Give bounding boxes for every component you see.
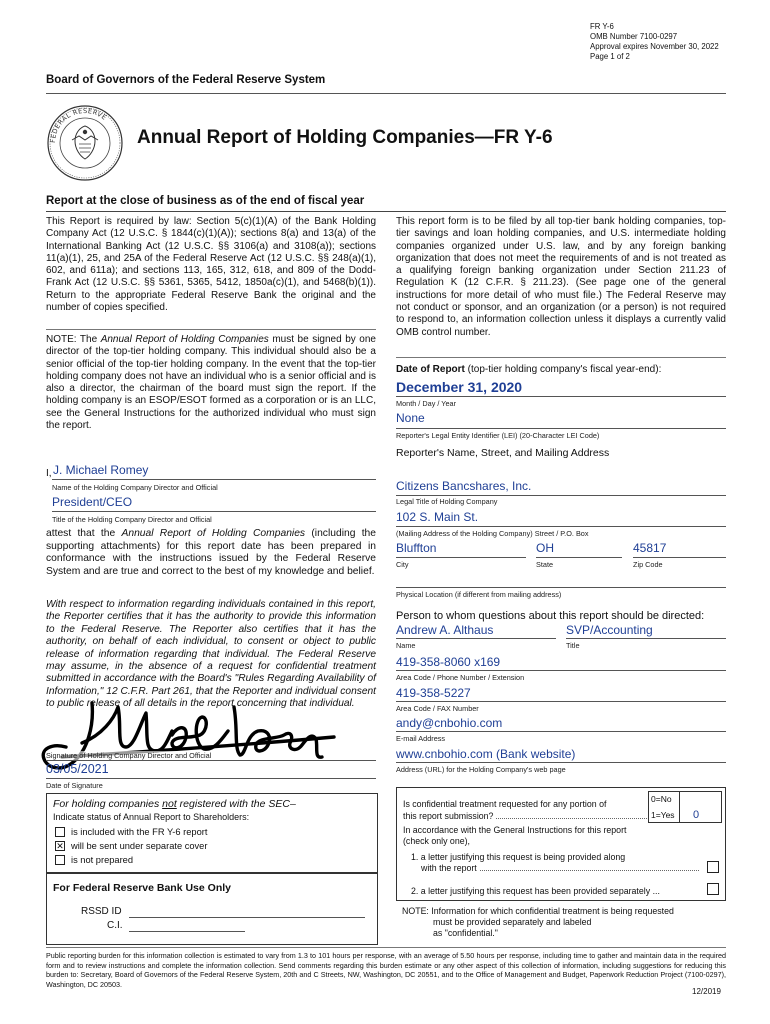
director-name-label: Name of the Holding Company Director and Official [52,483,218,492]
phone-label: Area Code / Phone Number / Extension [396,673,525,682]
state-label: State [536,560,554,569]
federal-reserve-seal [46,104,124,182]
board-name: Board of Governors of the Federal Reserve System [46,74,326,86]
frb-use-box [46,873,378,945]
contact-name-field[interactable]: Andrew A. Althaus [396,623,494,637]
phone-field[interactable]: 419-358-8060 x169 [396,655,501,669]
lei-underline [396,428,726,429]
director-title-label: Title of the Holding Company Director and Official [52,515,212,524]
filing-requirement-text: This report form is to be filed by all top-tier bank holding companies, top-tier savings and loan holding companies, and U.S. intermediate holding companies organized under U.S. law, and by any foreign banking organization that does not meet the requirements of and is not treated as a qualifying foreign banking organization under Section 211.23 of Regulation K (12 C.F.R. § 211.23). (See page one of the general instructions for more detail of who must file.) The Federal Reserve may not conduct or sponsor, and an organization (or a person) is not required to respond to, an information collection unless it displays a currently valid OMB control number. [396,216,726,338]
report-date-label: Month / Day / Year [396,399,457,408]
signature-date-field[interactable]: 03/05/2021 [46,762,109,776]
item1-leader [480,870,699,871]
ci-label: C.I. [107,920,123,931]
legal-title-label: Legal Title of Holding Company [396,497,498,506]
letter-provided-separately-checkbox[interactable] [707,883,719,895]
contact-title-underline [566,638,726,639]
annual-report-separate-checkbox[interactable]: ✕ [56,841,64,851]
fax-label: Area Code / FAX Number [396,704,479,713]
confidential-answer-field[interactable] [648,791,722,823]
phone-underline [396,670,726,671]
city-label: City [396,560,409,569]
page-title: Annual Report of Holding Companies—FR Y-6 [137,127,553,148]
street-underline [396,526,726,527]
contact-name-label: Name [396,641,416,650]
sec-box-heading: For holding companies not registered with the SEC– [53,798,296,810]
contact-title-field[interactable]: SVP/Accounting [566,623,653,637]
confidential-item-1: 1. a letter justifying this request is being provided along with the report [411,852,703,874]
director-name-underline [52,479,376,480]
city-underline [396,557,526,558]
email-field[interactable]: andy@cnbohio.com [396,716,503,730]
form-id: FR Y-6 [590,22,614,31]
street-label: (Mailing Address of the Holding Company) Street / P.O. Box [396,529,589,538]
legal-title-underline [396,495,726,496]
report-heading-divider [46,211,726,212]
signature-underline [46,760,376,761]
frb-use-heading: For Federal Reserve Bank Use Only [53,882,231,894]
zip-underline [633,557,726,558]
confidential-instructions: In accordance with the General Instructions for this report (check only one), [403,825,627,846]
report-heading: Report at the close of business as of the end of fiscal year [46,195,365,207]
approval-expiry: Approval expires November 30, 2022 [590,42,719,51]
state-underline [536,557,622,558]
no-code-label: 0=No [651,794,672,804]
letter-provided-with-report-checkbox[interactable] [707,861,719,873]
header-divider [46,93,726,94]
email-label: E-mail Address [396,734,446,743]
contact-title-label: Title [566,641,580,650]
physical-location-field[interactable] [396,587,726,588]
signature-label: Signature of Holding Company Director and Official [46,751,212,760]
director-name-field[interactable]: J. Michael Romey [53,463,149,477]
confidential-note: NOTE: Information for which confidential treatment is being requested must be provided separately and labeled as "confidential." [402,906,674,938]
report-date-underline [396,396,726,397]
website-field[interactable]: www.cnbohio.com (Bank website) [396,747,576,761]
attestation-text: attest that the Annual Report of Holding Companies (including the supporting attachments) for this report date has been prepared in conformance with the instructions issued by the Federal Reserve System and are true and correct to the best of my knowledge and belief. [46,528,377,577]
omb-number: OMB Number 7100-0297 [590,32,678,41]
annual-report-not-prepared-label: is not prepared [71,855,134,865]
confidential-item-2: 2. a letter justifying this request has been provided separately ... [411,886,660,896]
date-of-report-heading: Date of Report (top-tier holding company's fiscal year-end): [396,364,662,375]
rssd-id-label: RSSD ID [81,906,122,917]
street-field[interactable]: 102 S. Main St. [396,510,479,524]
contact-name-underline [396,638,556,639]
signature-date-label: Date of Signature [46,781,103,790]
city-field[interactable]: Bluffton [396,541,437,555]
confidential-box [396,787,726,901]
zip-label: Zip Code [633,560,663,569]
consent-text: With respect to information regarding individuals contained in this report, the Reporter certifies that it has the authority to provide this information to the Federal Reserve. The Reporter also certifies that it has the authority, on behalf of each individual, to consent or object to public release of information regarding that individual. The Federal Reserve may assume, in the absence of a request for confidential treatment submitted in accordance with the Board's "Rules Regarding Availability of Information," 12 C.F.R. Part 261, that the Reporter and individual consent to public release of all details in the report concerning that individual. [46,599,376,710]
footer-divider [46,947,726,948]
report-date-field[interactable]: December 31, 2020 [396,379,523,395]
website-label: Address (URL) for the Holding Company's web page [396,765,566,774]
sec-status-box [46,793,378,873]
confidential-question: Is confidential treatment requested for any portion of this report submission? [403,798,649,822]
date-divider [396,357,726,358]
annual-report-included-label: is included with the FR Y-6 report [71,827,208,837]
signature-date-underline [46,778,376,779]
form-header-info [590,22,719,62]
annual-report-included-checkbox[interactable] [55,827,65,837]
contact-heading: Person to whom questions about this report should be directed: [396,610,705,622]
svg-text:FEDERAL RESERVE [49,107,108,143]
fax-underline [396,701,726,702]
legal-title-field[interactable]: Citizens Bancshares, Inc. [396,479,532,493]
director-title-underline [52,511,376,512]
director-title-field[interactable]: President/CEO [52,495,133,509]
sec-box-subheading: Indicate status of Annual Report to Shareholders: [53,812,250,822]
yes-code-label: 1=Yes [651,810,675,820]
confidential-answer-value: 0 [693,809,700,821]
lei-field[interactable]: None [396,411,425,425]
website-underline [396,762,726,763]
seal-text: FEDERAL RESERVE [48,106,109,144]
burden-statement: Public reporting burden for this information collection is estimated to vary from 1.3 to 101 hours per response, with an average of 5.50 hours per response, including time to gather and maintain data in the required form and to review instructions and complete the information collection. Send comments regarding this burden estimate or any other aspect of this collection of information, including suggestions for reducing this burden to: Secretary, Board of Governors of the Federal Reserve System, 20th and C Streets, NW, Washington, DC 20551, and to the Office of Management and Budget, Paperwork Reduction Project (7100-0297), Washington, DC 20503. [46,951,726,989]
form-revision-date: 12/2019 [692,987,721,996]
email-underline [396,731,726,732]
lei-label: Reporter's Legal Entity Identifier (LEI) (20-Character LEI Code) [396,431,600,440]
i-label: I, [46,468,52,479]
address-heading: Reporter's Name, Street, and Mailing Address [396,447,610,459]
ci-field[interactable] [129,931,245,932]
note-divider [46,329,376,330]
question-leader [496,818,647,819]
fax-field[interactable]: 419-358-5227 [396,686,471,700]
zip-field[interactable]: 45817 [633,541,667,555]
annual-report-separate-label: will be sent under separate cover [71,841,208,851]
signing-note: NOTE: The Annual Report of Holding Companies must be signed by one director of the top-tier holding company. This individual should also be a senior official of the top-tier holding company. In the event that the top-tier holding company does not have an individual who is a senior official and is also a director, the chairman of the board must sign the report. If the holding company is an ESOP/ESOT formed as a corporation or is an LLC, see the General Instructions for the authorized individual who must sign the report. [46,334,376,432]
state-field[interactable]: OH [536,541,554,555]
page-number: Page 1 of 2 [590,52,630,61]
rssd-id-field[interactable] [129,917,365,918]
physical-location-label: Physical Location (if different from mailing address) [396,590,562,599]
law-text: This Report is required by law: Section 5(c)(1)(A) of the Bank Holding Company Act (12 U.S.C. § 1844(c)(1)(A)); sections 8(a) and 13(a) of the International Banking Act (12 U.S.C. §§ 3106(a) and 3108(a)); sections 11(a)(1), 25, and 25A of the Federal Reserve Act (12 U.S.C. §§ 248(a)(1), 602, and 611a); and sections 113, 165, 312, 618, and 809 of the Dodd-Frank Act (12 U.S.C. §§ 5361, 5365, 5412, 1850a(c)(1), and 5468(b)(1)). Return to the appropriate Federal Reserve Bank the original and the number of copies specified. [46,216,376,314]
annual-report-not-prepared-checkbox[interactable] [55,855,65,865]
